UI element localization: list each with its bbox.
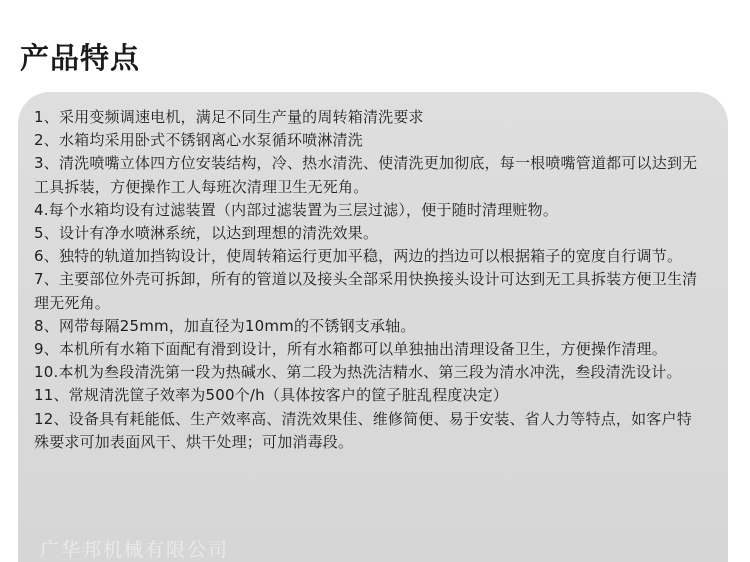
feature-item-1: 1、采用变频调速电机，满足不同生产量的周转箱清洗要求 [34,108,424,126]
feature-item-2: 2、水箱均采用卧式不锈钢离心水泵循环喷淋清洗 [34,131,363,150]
feature-item-3: 3、清洗喷嘴立体四方位安装结构，冷、热水清洗、使清洗更加彻底，每一根喷嘴管道都可以达到无工具拆装，方便操作工人每班次清理卫生无死角。 [34,154,698,196]
feature-item-12: 12、设备具有耗能低、生产效率高、清洗效果佳、维修简便、易于安装、省人力等特点，如客户特殊要求可加表面风干、烘干处理；可加消毒段。 [34,409,692,451]
feature-item-10: 10.本机为叁段清洗第一段为热碱水、第二段为热洗洁精水、第三段为清水冲洗，叁段清洗设计。 [34,363,682,382]
feature-item-4: 4.每个水箱均设有过滤装置（内部过滤装置为三层过滤），便于随时清理赃物。 [34,200,559,219]
page-title: 产品特点 [20,41,141,75]
feature-item-11: 11、常规清洗筐子效率为500个/h（具体按客户的筐子脏乱程度决定） [34,386,509,405]
feature-item-9: 9、本机所有水箱下面配有滑到设计，所有水箱都可以单独抽出清理设备卫生，方便操作清理。 [34,340,667,359]
feature-item-7: 7、主要部位外壳可拆卸，所有的管道以及接头全部采用快换接头设计可达到无工具拆装方便卫生清理无死角。 [34,270,698,312]
features-list [34,106,702,454]
feature-item-6: 6、独特的轨道加挡钩设计，使周转箱运行更加平稳，两边的挡边可以根据箱子的宽度自行调节。 [34,247,683,266]
feature-item-8: 8、网带每隔25mm，加直径为10mm的不锈钢支承轴。 [34,316,416,335]
watermark: 广华邦机械有限公司 [40,539,230,561]
feature-item-5: 5、设计有净水喷淋系统，以达到理想的清洗效果。 [34,224,379,243]
